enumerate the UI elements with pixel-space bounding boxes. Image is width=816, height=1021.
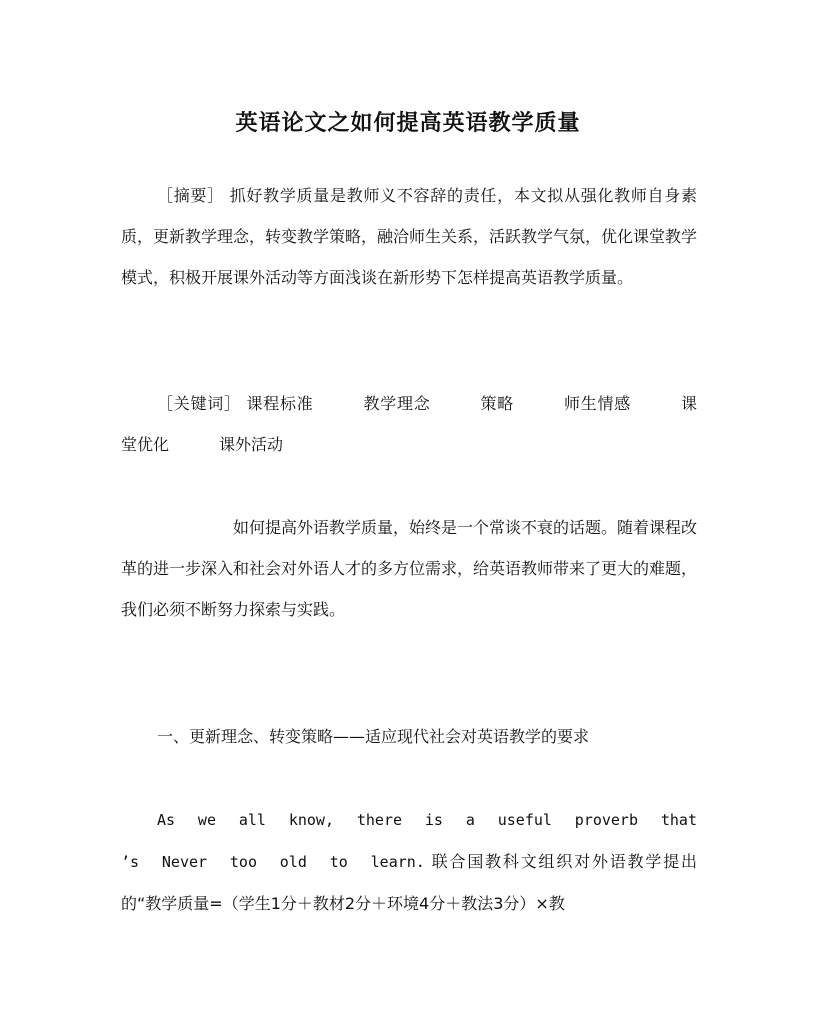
keyword-item: 师生情感 — [563, 394, 631, 413]
keyword-item: 策略 — [480, 394, 514, 413]
section-paragraph — [121, 799, 697, 924]
abstract-label: ［摘要］ — [157, 186, 224, 205]
keyword-item: 课外活动 — [219, 435, 284, 454]
chinese-text: 联合国教科文组织对外语教学提出的“教学质量=（学生1分＋教材2分＋环境4分＋教法3分）×教 — [121, 852, 697, 913]
keyword-item: 教学理念 — [363, 394, 431, 413]
intro-paragraph: 如何提高外语教学质量，始终是一个常谈不衰的话题。随着课程改革的进一步深入和社会对外语人才的多方位需求，给英语教师带来了更大的难题，我们必须不断努力探索与实践。 — [121, 518, 698, 619]
keyword-item: 课程标准 — [246, 394, 314, 413]
keywords-paragraph — [121, 383, 697, 465]
abstract-text: 抓好教学质量是教师义不容辞的责任，本文拟从强化教师自身素质，更新教学理念，转变教学策略，融洽师生关系，活跃教学气氛，优化课堂教学模式，积极开展课外活动等方面浅谈在新形势下怎样提高英语教学质量。 — [121, 186, 698, 287]
keyword-item: 课堂优化 — [121, 394, 697, 454]
english-proverb-text: As we all know, there is a useful proverb that ’s Never too old to learn. — [121, 811, 697, 871]
abstract-paragraph — [121, 175, 697, 298]
document-title: 英语论文之如何提高英语教学质量 — [235, 110, 581, 136]
keywords-label: ［关键词］ — [157, 394, 241, 413]
section-heading: 一、更新理念、转变策略——适应现代社会对英语教学的要求 — [157, 727, 590, 746]
